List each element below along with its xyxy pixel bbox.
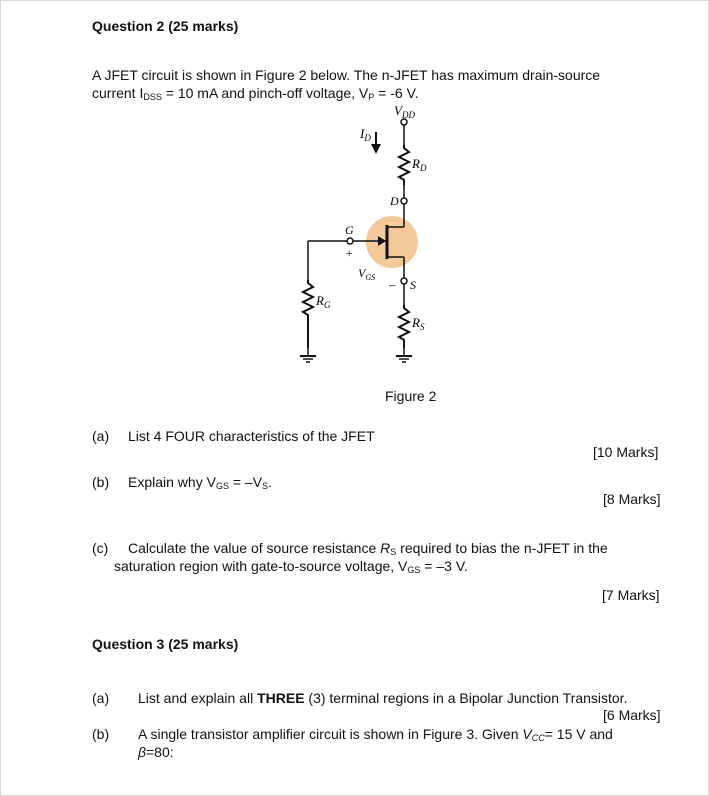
vgs-label: $V_{GS}$ — [358, 266, 376, 282]
q2-intro-line-2: current $I_{DSS} = 10$ mA and pinch-off voltage, $V_P = -6$ V. — [92, 85, 419, 102]
vdd-label: $V_{DD}$ — [394, 103, 415, 120]
jfet-circuit-diagram — [280, 100, 460, 370]
figure-2-caption: Figure 2 — [385, 388, 437, 404]
rg-label: $R_G$ — [316, 293, 331, 310]
rs-resistor — [399, 305, 409, 348]
q3a-label: (a) — [92, 690, 110, 706]
source-node — [401, 278, 407, 284]
q3b-label: (b) — [92, 726, 110, 742]
question-2-heading: Question 2 (25 marks) — [92, 18, 239, 34]
rd-label: $R_D$ — [412, 156, 427, 173]
rg-resistor — [303, 280, 313, 348]
q2b-label: (b) — [92, 474, 110, 490]
q2c-text-line-1: Calculate the value of source resistance $R_S$ required to bias the n-JFET in the — [128, 540, 608, 557]
drain-node — [401, 198, 407, 204]
drain-label: D — [390, 194, 399, 208]
q3a-text: List and explain all THREE (3) terminal regions in a Bipolar Junction Transistor. — [138, 690, 628, 706]
q2a-marks: [10 Marks] — [593, 444, 659, 460]
q3b-text-line-1: A single transistor amplifier circuit is shown in Figure 3. Given $V_{CC}= 15$ V and — [138, 726, 613, 743]
q2c-label: (c) — [92, 540, 109, 556]
id-label: $I_D$ — [360, 126, 371, 143]
minus-sign: – — [389, 277, 396, 292]
q2-intro-line-1: A JFET circuit is shown in Figure 2 below. The n-JFET has maximum drain-source — [92, 67, 601, 83]
jfet-highlight-circle — [366, 216, 418, 268]
question-3-heading: Question 3 (25 marks) — [92, 636, 239, 652]
q3a-marks: [6 Marks] — [603, 707, 661, 723]
q2a-text: List 4 FOUR characteristics of the JFET — [128, 428, 375, 444]
gate-label: G — [345, 223, 354, 237]
rs-label: $R_S$ — [412, 315, 425, 332]
q2a-label: (a) — [92, 428, 110, 444]
q2b-marks: [8 Marks] — [603, 491, 661, 507]
q3b-text-line-2: β=80: — [138, 744, 174, 760]
q2c-marks: [7 Marks] — [602, 587, 660, 603]
gate-node — [347, 238, 353, 244]
rd-resistor — [399, 145, 409, 185]
q2b-text: Explain why $V_{GS} = -V_S$. — [128, 474, 272, 491]
q2c-text-line-2: saturation region with gate-to-source voltage, $V_{GS} = -3$ V. — [114, 558, 468, 575]
source-label: S — [410, 278, 416, 292]
plus-sign: + — [345, 246, 354, 260]
